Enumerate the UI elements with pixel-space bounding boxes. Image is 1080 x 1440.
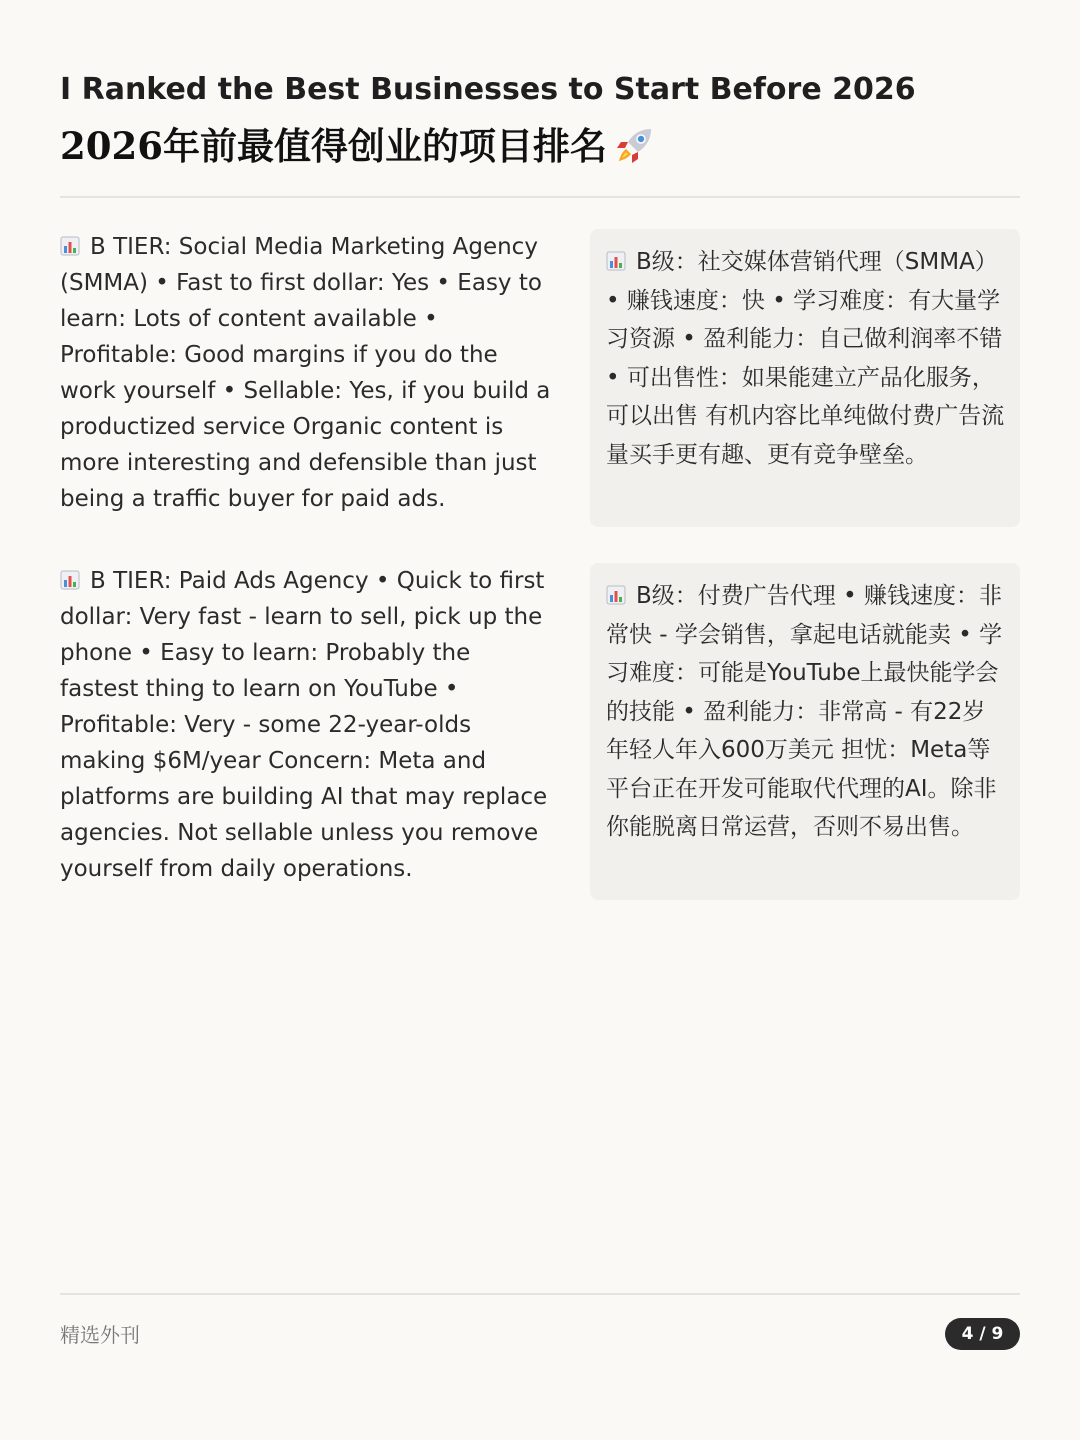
bar-chart-icon: [606, 585, 626, 605]
header: [60, 68, 1020, 172]
page-indicator-badge: 4 / 9: [945, 1318, 1020, 1350]
section-english-body: B TIER: Paid Ads Agency • Quick to first dollar: Very fast - learn to sell, pick up the phone • Easy to learn: Probably the fastest thing to learn on YouTube • Profitable: Very - some 22-year-olds making $6M/year Concern: Meta and platforms are building AI that may replace agencies. Not sellable unless you remove yourself from daily operations.: [60, 568, 548, 882]
section-english-text: [60, 229, 552, 517]
section-chinese-box: [590, 563, 1020, 900]
title-english: I Ranked the Best Businesses to Start Before 2026: [60, 72, 916, 107]
bar-chart-icon: [60, 570, 80, 590]
section-chinese-body: B级：社交媒体营销代理（SMMA） • 赚钱速度：快 • 学习难度：有大量学习资源 • 盈利能力：自己做利润率不错 • 可出售性：如果能建立产品化服务，可以出售 有机内容比单纯做付费广告流量买手更有趣、更有竞争壁垒。: [606, 249, 1005, 468]
section-english-body: B TIER: Social Media Marketing Agency (SMMA) • Fast to first dollar: Yes • Easy to learn: Lots of content available • Profitable: Good margins if you do the work yourself • Sellable: Yes, if you build a productized service Organic content is more interesting and defensible than just being a traffic buyer for paid ads.: [60, 234, 551, 512]
bar-chart-icon: [60, 236, 80, 256]
header-divider: [60, 196, 1020, 198]
section-chinese-body: B级：付费广告代理 • 赚钱速度：非常快 - 学会销售，拿起电话就能卖 • 学习难度：可能是YouTube上最快能学会的技能 • 盈利能力：非常高 - 有22岁年轻人年入600万美元 担忧：Meta等平台正在开发可能取代代理的AI。除非你能脱离日常运营，否则不易出售。: [606, 583, 1003, 840]
title-chinese: 2026年前最值得创业的项目排名: [60, 124, 607, 168]
bar-chart-icon: [606, 251, 626, 271]
rocket-icon: [615, 125, 655, 165]
section-chinese-box: [590, 229, 1020, 527]
footer-source-label: 精选外刊: [60, 1323, 140, 1347]
title-chinese-row: [60, 120, 1020, 172]
section-english-text: [60, 563, 552, 887]
footer-divider: [60, 1293, 1020, 1295]
